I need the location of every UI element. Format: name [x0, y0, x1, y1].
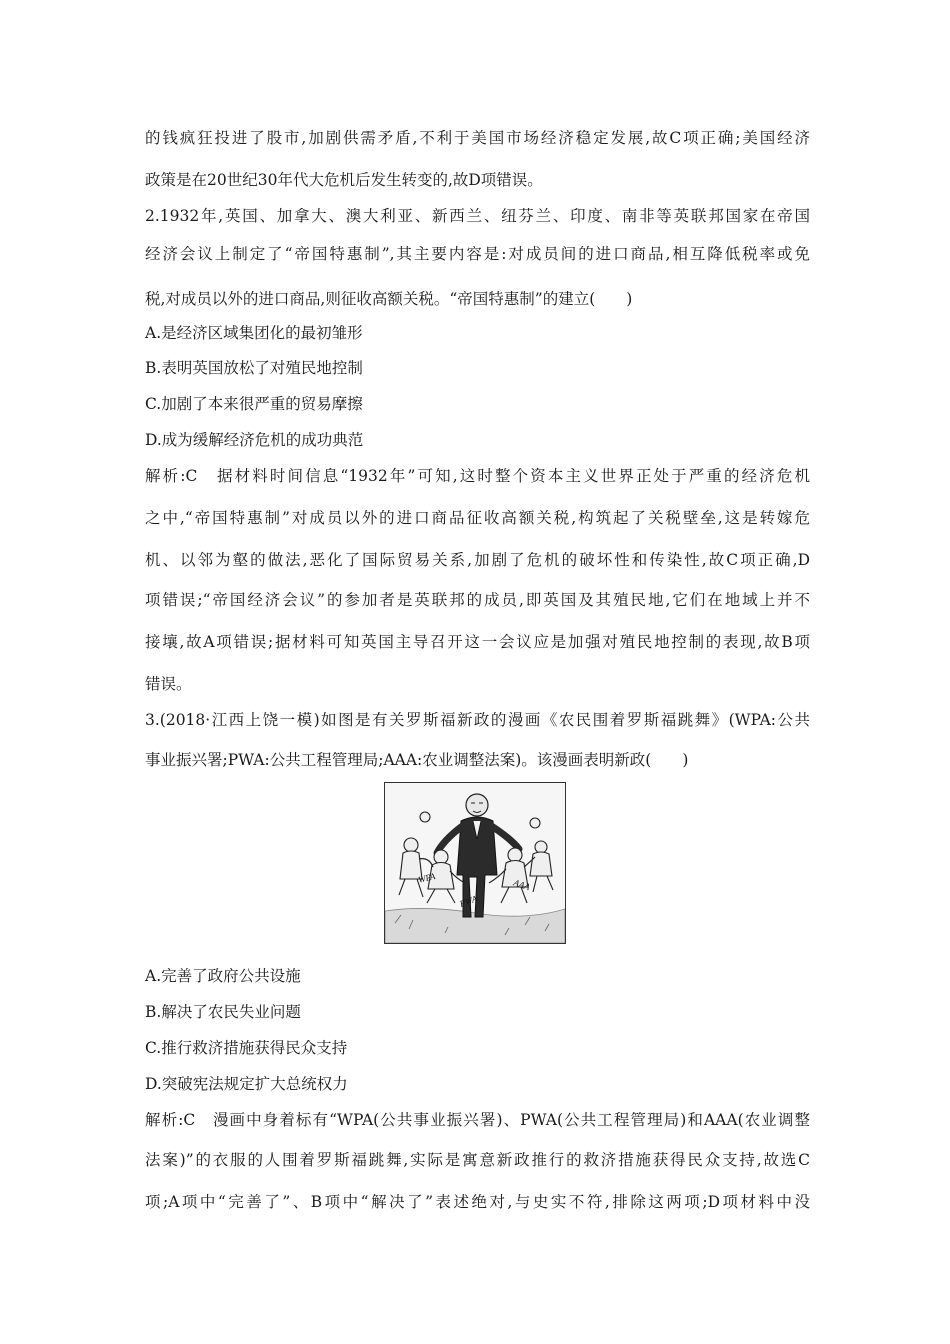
text-line: 错误。	[145, 675, 192, 693]
option-c: C.推行救济措施获得民众支持	[145, 1039, 348, 1057]
cartoon-drawing	[385, 783, 565, 943]
option-b: B.解决了农民失业问题	[145, 1003, 301, 1021]
option-d: D.突破宪法规定扩大总统权力	[145, 1075, 348, 1093]
analysis-2: 解析:C 据材料时间信息“1932年”可知,这时整个资本主义世界正处于严重的经济危机	[145, 467, 810, 485]
text-line: 的钱疯狂投进了股市,加剧供需矛盾,不利于美国市场经济稳定发展,故C项正确;美国经济	[145, 129, 810, 147]
text-line: 之中,“帝国特惠制”对成员以外的进口商品征收高额关税,构筑起了关税壁垒,这是转嫁危	[145, 509, 810, 527]
option-b: B.表明英国放松了对殖民地控制	[145, 359, 363, 377]
cartoon-image	[384, 782, 566, 944]
text-line: 法案)”的衣服的人围着罗斯福跳舞,实际是寓意新政推行的救济措施获得民众支持,故选C	[145, 1151, 810, 1169]
text-line: 机、以邻为壑的做法,恶化了国际贸易关系,加剧了危机的破坏性和传染性,故C项正确,D	[145, 551, 810, 569]
option-c: C.加剧了本来很严重的贸易摩擦	[145, 395, 363, 413]
question-3-stem: 3.(2018·江西上饶一模)如图是有关罗斯福新政的漫画《农民围着罗斯福跳舞》(WPA:公共	[145, 711, 810, 729]
text-line: 经济会议上制定了“帝国特惠制”,其主要内容是:对成员间的进口商品,相互降低税率或免	[145, 245, 810, 263]
cartoon-label-pwa: PWA	[458, 893, 479, 909]
cartoon-label-aaa: AAA	[512, 877, 532, 893]
analysis-3: 解析:C 漫画中身着标有“WPA(公共事业振兴署)、PWA(公共工程管理局)和AAA(农业调整	[145, 1111, 810, 1129]
question-2-stem: 2.1932年,英国、加拿大、澳大利亚、新西兰、纽芬兰、印度、南非等英联邦国家在帝国	[145, 207, 810, 225]
option-a: A.是经济区域集团化的最初雏形	[145, 324, 363, 342]
text-line: 事业振兴署;PWA:公共工程管理局;AAA:农业调整法案)。该漫画表明新政( )	[145, 751, 689, 769]
option-d: D.成为缓解经济危机的成功典范	[145, 431, 364, 449]
text-line: 项;A项中“完善了”、B项中“解决了”表述绝对,与史实不符,排除这两项;D项材料中没	[145, 1193, 810, 1211]
text-line: 政策是在20世纪30年代大危机后发生转变的,故D项错误。	[145, 171, 543, 189]
text-line: 项错误;“帝国经济会议”的参加者是英联邦的成员,即英国及其殖民地,它们在地域上并不	[145, 591, 810, 609]
text-line: 税,对成员以外的进口商品,则征收高额关税。“帝国特惠制”的建立( )	[145, 290, 633, 308]
text-line: 接壤,故A项错误;据材料可知英国主导召开这一会议应是加强对殖民地控制的表现,故B项	[145, 633, 810, 651]
cartoon-label-wpa: WPA	[417, 871, 437, 885]
option-a: A.完善了政府公共设施	[145, 967, 301, 985]
